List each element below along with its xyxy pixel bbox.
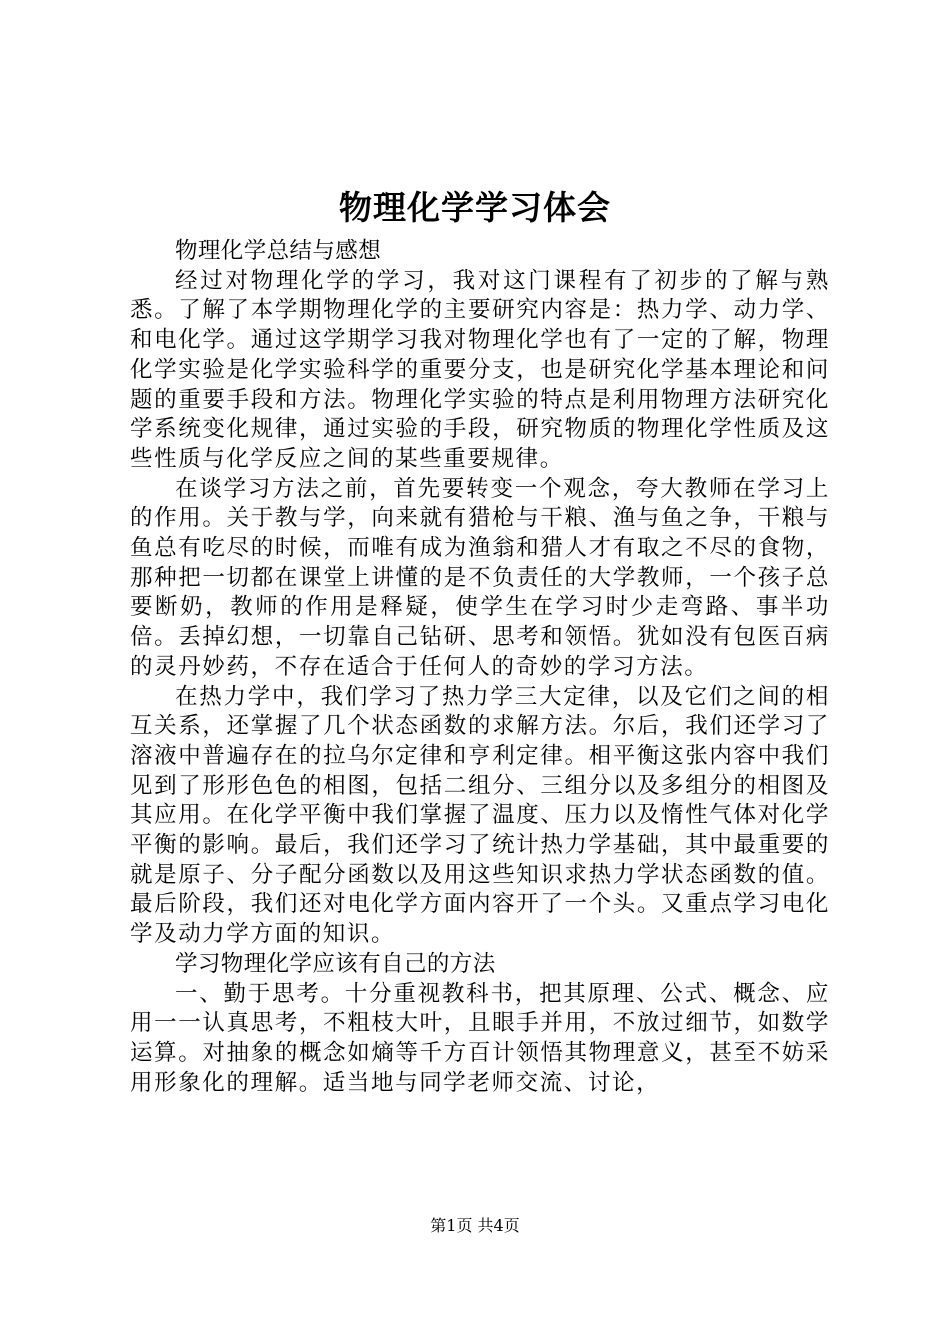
paragraph-think-diligently: 一、勤于思考。十分重视教科书，把其原理、公式、概念、应用一一认真思考，不粗枝大叶，且眼手并用，不放过细节，如数学运算。对抽象的概念如熵等千方百计领悟其物理意义，甚至不妨采用形象化的理解。适当地与同学老师交流、讨论， bbox=[130, 980, 830, 1096]
page-footer: 第1页 共4页 bbox=[430, 1216, 520, 1235]
section-heading-summary: 物理化学总结与感想 bbox=[175, 238, 382, 264]
document-title: 物理化学学习体会 bbox=[339, 188, 611, 227]
paragraph-study-method-intro: 在谈学习方法之前，首先要转变一个观念，夸大教师在学习上的作用。关于教与学，向来就有猎枪与干粮、渔与鱼之争，干粮与鱼总有吃尽的时候，而唯有成为渔翁和猎人才有取之不尽的食物，那种把一切都在课堂上讲懂的是不负责任的大学教师，一个孩子总要断奶，教师的作用是释疑，使学生在学习时少走弯路、事半功倍。丢掉幻想，一切靠自己钻研、思考和领悟。犹如没有包医百病的灵丹妙药，不存在适合于任何人的奇妙的学习方法。 bbox=[130, 475, 830, 680]
document-body bbox=[130, 237, 830, 1098]
paragraph-thermodynamics: 在热力学中，我们学习了热力学三大定律，以及它们之间的相互关系，还掌握了几个状态函数的求解方法。尔后，我们还学习了溶液中普遍存在的拉乌尔定律和亨利定律。相平衡这张内容中我们见到了形形色色的相图，包括二组分、三组分以及多组分的相图及其应用。在化学平衡中我们掌握了温度、压力以及惰性气体对化学平衡的影响。最后，我们还学习了统计热力学基础，其中最重要的就是原子、分子配分函数以及用这些知识求热力学状态函数的值。最后阶段，我们还对电化学方面内容开了一个头。又重点学习电化学及动力学方面的知识。 bbox=[130, 683, 830, 948]
paragraph-intro: 经过对物理化学的学习，我对这门课程有了初步的了解与熟悉。了解了本学期物理化学的主要研究内容是：热力学、动力学、和电化学。通过这学期学习我对物理化学也有了一定的了解，物理化学实验是化学实验科学的重要分支，也是研究化学基本理论和问题的重要手段和方法。物理化学实验的特点是利用物理方法研究化学系统变化规律，通过实验的手段，研究物质的物理化学性质及这些性质与化学反应之间的某些重要规律。 bbox=[130, 267, 830, 472]
section-heading-method: 学习物理化学应该有自己的方法 bbox=[175, 950, 496, 977]
